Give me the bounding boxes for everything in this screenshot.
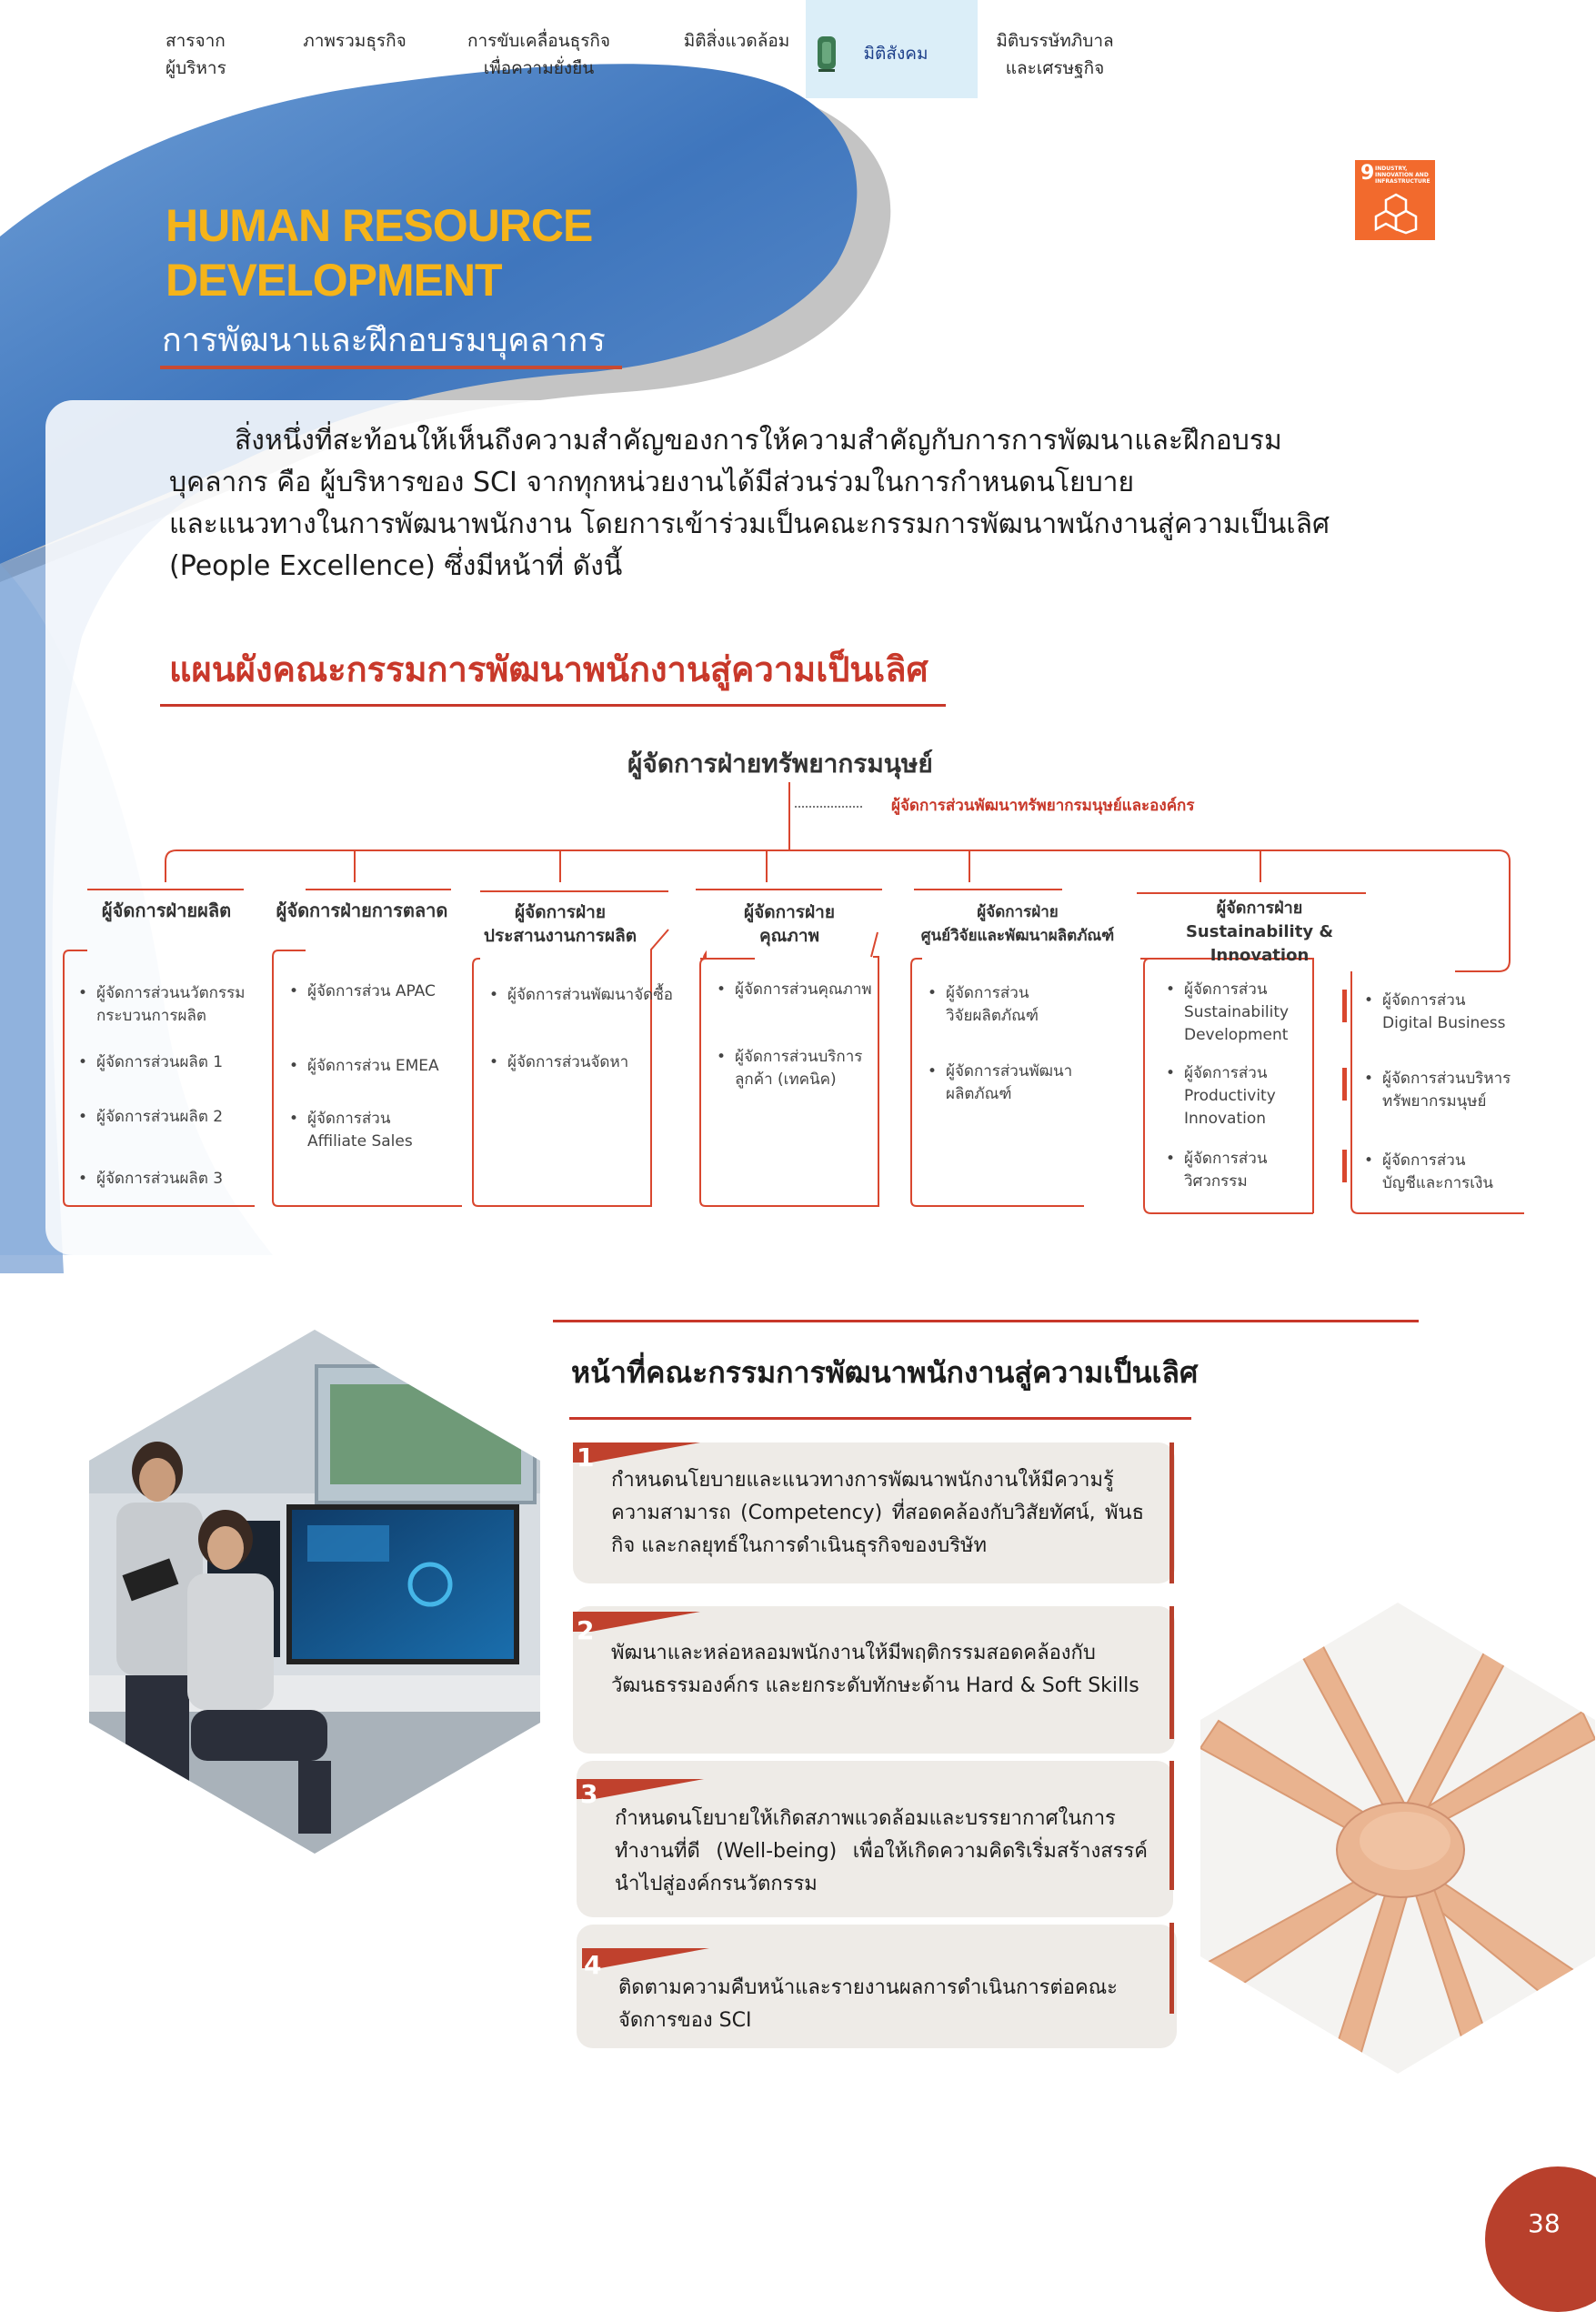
- org-item: [717, 979, 908, 1001]
- org-head-production: ผู้จัดการฝ่ายผลิต: [101, 900, 232, 921]
- title-line-2: DEVELOPMENT: [166, 255, 502, 306]
- bullet-icon: •: [78, 1170, 88, 1188]
- org-item-label: ผู้จัดการส่วนจัดหา: [507, 1053, 629, 1071]
- bullet-icon: •: [1166, 980, 1176, 999]
- duties-title-underline: [569, 1417, 1191, 1420]
- org-item-label: ผู้จัดการส่วนบริหาร ทรัพยากรมนุษย์: [1382, 1070, 1511, 1111]
- sdg-label: INDUSTRY, INNOVATION AND INFRASTRUCTURE: [1375, 166, 1430, 185]
- sdg-number: 9: [1360, 162, 1375, 185]
- org-head-quality: ผู้จัดการฝ่าย คุณภาพ: [744, 902, 835, 946]
- duty-number-3: 3: [580, 1779, 598, 1809]
- duty-card-2-bar: [1169, 1606, 1174, 1739]
- org-item-label: ผู้จัดการส่วนคุณภาพ: [735, 980, 872, 999]
- page-title-thai: การพัฒนาและฝึกอบรมบุคลากร: [162, 322, 606, 359]
- bullet-icon: •: [489, 1053, 499, 1071]
- org-item: [928, 982, 1100, 1028]
- bullet-icon: •: [78, 984, 88, 1002]
- bullet-icon: •: [1364, 1070, 1374, 1088]
- duty-text-1: กำหนดนโยบายและแนวทางการพัฒนาพนักงานให้มีความรู้ ความสามารถ (Competency) ที่สอดคล้องกับวิสัยทัศน์, พันธกิจ และกลยุทธ์ในการดำเนินธุรกิจของบริษัท: [611, 1469, 1144, 1557]
- org-item: [289, 980, 462, 1003]
- org-item-label: ผู้จัดการส่วนนวัตกรรม กระบวนการผลิต: [96, 984, 246, 1025]
- duty-text-4: ติดตามความคืบหน้าและรายงานผลการดำเนินการต่อคณะจัดการของ SCI: [618, 1976, 1118, 2032]
- org-item: [1364, 990, 1537, 1035]
- duty-card-1-bar: [1169, 1442, 1174, 1583]
- bullet-icon: •: [1166, 1150, 1176, 1168]
- title-line-1: HUMAN RESOURCE: [166, 200, 593, 251]
- hexagon-photo-teamwork-hands: [1200, 1603, 1595, 2074]
- duty-number-1: 1: [577, 1442, 595, 1473]
- org-item: [78, 1106, 269, 1129]
- duty-card-4-bar: [1169, 1923, 1174, 2014]
- org-item-label: ผู้จัดการส่วน EMEA: [307, 1057, 439, 1075]
- org-item-label: ผู้จัดการส่วนพัฒนาจัดซื้อ: [507, 986, 673, 1004]
- org-chart-title: แผนผังคณะกรรมการพัฒนาพนักงานสู่ความเป็นเลิศ: [169, 649, 928, 689]
- bullet-icon: •: [289, 1110, 299, 1128]
- bullet-icon: •: [489, 986, 499, 1004]
- org-item-label: ผู้จัดการส่วนผลิต 3: [96, 1170, 224, 1188]
- org-item: [489, 984, 680, 1007]
- bullet-icon: •: [717, 980, 727, 999]
- org-item-label: ผู้จัดการส่วน วิศวกรรม: [1184, 1150, 1268, 1191]
- bullet-icon: •: [78, 1053, 88, 1071]
- org-item: [717, 1046, 908, 1091]
- nav-governance-economy[interactable]: มิติบรรษัทภิบาล และเศรษฐกิจ: [996, 31, 1114, 78]
- org-item-label: ผู้จัดการส่วน บัญชีและการเงิน: [1382, 1151, 1494, 1192]
- org-item: [78, 1051, 269, 1074]
- nav-sustainable-business[interactable]: การขับเคลื่อนธุรกิจ เพื่อความยั่งยืน: [467, 31, 611, 78]
- org-item: [1166, 1062, 1320, 1131]
- intro-line-1: สิ่งหนึ่งที่สะท้อนให้เห็นถึงความสำคัญของการให้ความสำคัญกับการการพัฒนาและฝึกอบรม: [235, 425, 1282, 457]
- nav-business-overview[interactable]: ภาพรวมธุรกิจ: [303, 31, 407, 51]
- duty-text-2: พัฒนาและหล่อหลอมพนักงานให้มีพฤติกรรมสอดคล้องกับวัฒนธรรมองค์กร และยกระดับทักษะด้าน Hard & Soft Skills: [611, 1642, 1139, 1697]
- org-top-hr-manager: ผู้จัดการฝ่ายทรัพยากรมนุษย์: [627, 749, 933, 779]
- org-item-label: ผู้จัดการส่วนผลิต 2: [96, 1108, 224, 1126]
- org-item-label: ผู้จัดการส่วนผลิต 1: [96, 1053, 224, 1071]
- org-item: [78, 982, 269, 1028]
- nav-social[interactable]: มิติสังคม: [863, 44, 928, 64]
- nav-environment[interactable]: มิติสิ่งแวดล้อม: [683, 31, 790, 51]
- org-head-production-coordination: ผู้จัดการฝ่าย ประสานงานการผลิต: [483, 902, 637, 946]
- duty-number-4: 4: [584, 1950, 602, 1980]
- org-item-label: ผู้จัดการส่วน วิจัยผลิตภัณฑ์: [946, 984, 1039, 1025]
- org-assistant-hr-development: ผู้จัดการส่วนพัฒนาทรัพยากรมนุษย์และองค์กร: [891, 797, 1195, 815]
- duty-number-2: 2: [577, 1615, 595, 1645]
- org-head-rnd: ผู้จัดการฝ่าย ศูนย์วิจัยและพัฒนาผลิตภัณฑ์: [920, 903, 1115, 945]
- org-item-label: ผู้จัดการส่วน Sustainability Development: [1184, 980, 1290, 1044]
- org-item: [289, 1055, 462, 1078]
- org-item: [489, 1051, 680, 1074]
- org-item: [1166, 979, 1320, 1047]
- nav-executive-message[interactable]: สารจาก ผู้บริหาร: [166, 31, 226, 78]
- intro-line-3: และแนวทางในการพัฒนาพนักงาน โดยการเข้าร่วมเป็นคณะกรรมการพัฒนาพนักงานสู่ความเป็นเลิศ: [169, 508, 1330, 540]
- intro-line-2: บุคลากร คือ ผู้บริหารของ SCI จากทุกหน่วยงานได้มีส่วนร่วมในการกำหนดนโยบาย: [169, 467, 1135, 498]
- org-head-sustainability: ผู้จัดการฝ่าย Sustainability & Innovation: [1185, 899, 1334, 965]
- page-number: 38: [1528, 2208, 1561, 2238]
- duty-card-3-bar: [1169, 1761, 1174, 1890]
- org-head-marketing: ผู้จัดการฝ่ายการตลาด: [276, 900, 448, 921]
- bullet-icon: •: [78, 1108, 88, 1126]
- org-item-label: ผู้จัดการส่วน APAC: [307, 982, 436, 1000]
- org-item: [1364, 1150, 1537, 1195]
- org-item: [1364, 1068, 1537, 1113]
- bullet-icon: •: [289, 1057, 299, 1075]
- page-number-badge: [1485, 2166, 1596, 2312]
- bullet-icon: •: [928, 984, 938, 1002]
- duties-title: หน้าที่คณะกรรมการพัฒนาพนักงานสู่ความเป็นเลิศ: [571, 1355, 1199, 1390]
- org-item-label: ผู้จัดการส่วน Productivity Innovation: [1184, 1064, 1276, 1128]
- org-item: [1166, 1148, 1320, 1193]
- duties-top-line: [553, 1320, 1419, 1322]
- intro-line-4: (People Excellence) ซึ่งมีหน้าที่ ดังนี้: [169, 550, 623, 582]
- org-item: [289, 1108, 462, 1153]
- org-item-label: ผู้จัดการส่วนพัฒนา ผลิตภัณฑ์: [946, 1062, 1073, 1103]
- bullet-icon: •: [717, 1048, 727, 1066]
- bullet-icon: •: [1364, 991, 1374, 1010]
- org-item-label: ผู้จัดการส่วน Affiliate Sales: [307, 1110, 413, 1151]
- org-item: [928, 1061, 1100, 1106]
- duty-text-3: กำหนดนโยบายให้เกิดสภาพแวดล้อมและบรรยากาศในการทำงานที่ดี (Well-being) เพื่อให้เกิดความคิดริเริ่มสร้างสรรค์ นำไปสู่องค์กรนวัตกรรม: [615, 1807, 1148, 1895]
- org-item-label: ผู้จัดการส่วน Digital Business: [1382, 991, 1506, 1032]
- bullet-icon: •: [1166, 1064, 1176, 1082]
- hexagon-photo-control-room: [89, 1330, 540, 1854]
- bullet-icon: •: [928, 1062, 938, 1081]
- org-item-label: ผู้จัดการส่วนบริการ ลูกค้า (เทคนิค): [735, 1048, 863, 1089]
- org-item: [78, 1168, 269, 1191]
- bullet-icon: •: [289, 982, 299, 1000]
- bullet-icon: •: [1364, 1151, 1374, 1170]
